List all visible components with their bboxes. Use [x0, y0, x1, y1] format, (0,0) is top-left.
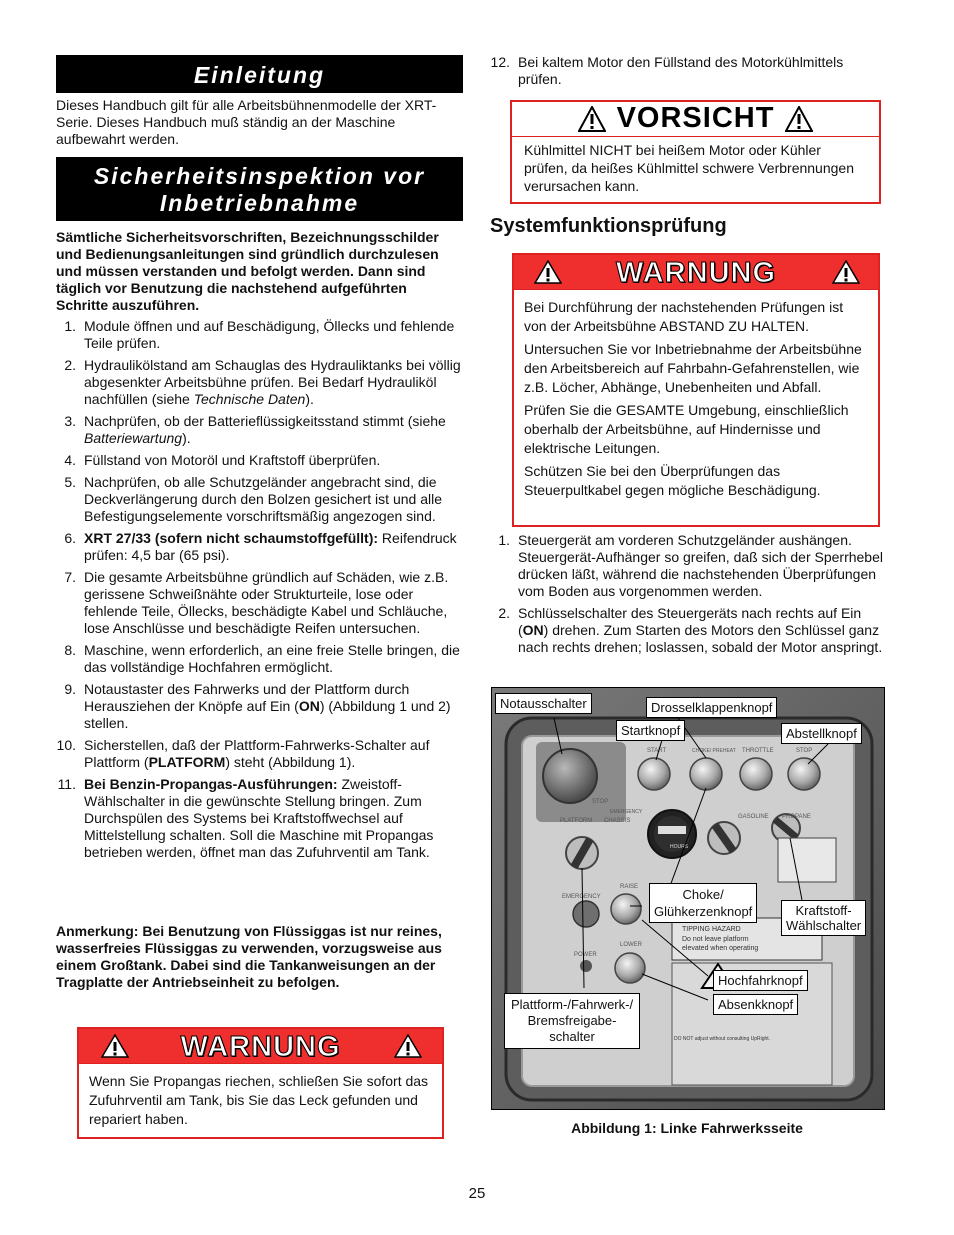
list-item: 3. Nachprüfen, ob der Batterieflüssigkeitsstand stimmt (siehe Batteriewartung).: [64, 413, 446, 446]
list-item: 8. Maschine, wenn erforderlich, an eine freie Stelle bringen, die das vollständige Hochfahren ermöglicht.: [64, 642, 460, 675]
lower-button[interactable]: [615, 953, 645, 983]
intro-paragraph: Dieses Handbuch gilt für alle Arbeitsbühnenmodelle der XRT-Serie. Dieses Handbuch muß ständig an der Maschine aufbewahrt werden.: [56, 97, 437, 147]
panel-text-lower: LOWER: [620, 942, 643, 948]
panel-text-choke: CHOKE/ PREHEAT: [692, 748, 736, 754]
label-notausschalter: Notausschalter: [495, 693, 592, 714]
label-plattform-fahrwerk-schalter: Plattform-/Fahrwerk-/ Bremsfreigabe- schalter: [504, 993, 640, 1049]
list-item: 12. Bei kaltem Motor den Füllstand des Motorkühlmittels prüfen.: [490, 54, 844, 87]
panel-text-donot: DO NOT adjust without consulting UpRight.: [674, 1036, 771, 1042]
figure-caption: Abbildung 1: Linke Fahrwerksseite: [571, 1120, 803, 1136]
list-item: 2. Schlüsselschalter des Steuergeräts nach rechts auf Ein (ON) drehen. Zum Starten des Motors den Schlüssel ganz nach rechts drehen; loslassen, sobald der Motor anspringt.: [498, 605, 883, 655]
warning-triangle-icon: [394, 1034, 422, 1058]
label-absenkknopf: Absenkknopf: [713, 994, 798, 1015]
list-item: 9. Notaustaster des Fahrwerks und der Plattform durch Herausziehen der Knöpfe auf Ein (ON) (Abbildung 1 und 2) stellen.: [64, 681, 451, 731]
raise-button[interactable]: [611, 894, 641, 924]
panel-text-tipping3: elevated when operating: [682, 945, 759, 952]
caution-text: Kühlmittel NICHT bei heißem Motor oder Kühler prüfen, da heißes Kühlmittel schwere Verbrennungen verursachen kann.: [524, 142, 854, 194]
panel-text-emergency2: EMERGENCY: [562, 894, 601, 900]
throttle-button[interactable]: [740, 758, 772, 790]
choke-button[interactable]: [690, 758, 722, 790]
page-number: 25: [468, 1185, 486, 1202]
list-item: 1. Steuergerät am vorderen Schutzgeländer aushängen. Steuergerät-Aufhänger so greifen, daß sich der Sperrhebel drücken läßt, während die nachstehenden Überprüfungen vom Boden aus vorgenommen werden.: [498, 532, 883, 599]
label-abstellknopf: Abstellknopf: [781, 723, 862, 744]
caution-box-coolant: [510, 100, 881, 204]
panel-text-throttle: THROTTLE: [742, 748, 774, 754]
section-heading-systemfunktionspruefung: Systemfunktionsprüfung: [490, 215, 727, 237]
panel-text-chassis: CHASSIS: [604, 818, 631, 824]
label-drosselklappenknopf: Drosselklappenknopf: [646, 697, 777, 718]
function-check-steps: [490, 532, 892, 661]
step-12-list: [490, 54, 890, 93]
panel-text-propane: PROPANE: [782, 814, 811, 820]
label-hochfahrknopf: Hochfahrknopf: [713, 970, 808, 991]
warning-triangle-icon: [832, 260, 860, 284]
warning-triangle-icon: [785, 106, 813, 132]
warning-box-system-check: [512, 253, 880, 527]
list-item: 4. Füllstand von Motoröl und Kraftstoff überprüfen.: [64, 452, 381, 468]
warning-title: WARNUNG: [615, 257, 777, 289]
panel-text-stop2: STOP: [796, 748, 813, 754]
warning-header: [514, 255, 878, 290]
figure-control-panel: [491, 687, 885, 1110]
list-item: 7. Die gesamte Arbeitsbühne gründlich auf Schäden, wie z.B. gerissene Schweißnähte oder Strukturteile, lose oder fehlende Teile, Öllecks, beschädigte Kabel und Schläuche, lose Anschlüsse und beschädigte Reifen untersuchen.: [64, 569, 449, 636]
panel-text-tipping: TIPPING HAZARD: [682, 926, 741, 933]
section-heading-sicherheitsinspektion: Sicherheitsinspektion vor Inbetriebnahme: [56, 157, 463, 221]
list-item: 5. Nachprüfen, ob alle Schutzgeländer angebracht sind, die Deckverlängerung durch den Bolzen gesichert ist und alle Befestigungselemente vorschriftsmäßig angezogen sind.: [64, 474, 442, 524]
warning-text: Wenn Sie Propangas riechen, schließen Sie sofort das Zufuhrventil am Tank, bis Sie das Leck gefunden und repariert haben.: [89, 1073, 429, 1127]
panel-text-gasoline: GASOLINE: [738, 814, 769, 820]
panel-text-raise: RAISE: [620, 884, 639, 890]
list-item: 2. Hydraulikölstand am Schauglas des Hydrauliktanks bei völlig abgesenkter Arbeitsbühne prüfen. Bei Bedarf Hydrauliköl nachfüllen (siehe Technische Daten).: [64, 357, 461, 407]
panel-text-start: START: [647, 748, 667, 754]
note-paragraph: Anmerkung: Bei Benutzung von Flüssiggas ist nur reines, wasserfreies Flüssiggas zu verwenden, vorzugsweise aus einem Großtank. Dabei sind die Tankanweisungen an der Tragplatte der Antriebseinheit zu befolgen.: [56, 923, 442, 990]
caution-header: [512, 102, 879, 137]
list-item: 10. Sicherstellen, daß der Plattform-Fahrwerks-Schalter auf Plattform (PLATFORM) steht (Abbildung 1).: [56, 737, 430, 770]
panel-text-platform: PLATFORM: [560, 818, 593, 824]
label-choke-gluehkerzenknopf: Choke/ Glühkerzenknopf: [649, 883, 757, 923]
list-item: 11. Bei Benzin-Propangas-Ausführungen: Zweistoff-Wählschalter in die gewünschte Stellung bringen. Zum Durchspülen des Systems bei Kraftstoffwechsel auf Mittelstellung schalten. Soll die Maschine mit Propangas betrieben werden, öffnet man das Zufuhrventil am Tank.: [57, 776, 434, 860]
section-heading-einleitung: Einleitung: [56, 55, 463, 93]
label-kraftstoff-waehlschalter: Kraftstoff- Wählschalter: [781, 900, 866, 936]
panel-text-tipping2: Do not leave platform: [682, 936, 749, 943]
list-item: 1. Module öffnen und auf Beschädigung, Öllecks und fehlende Teile prüfen.: [64, 318, 455, 351]
panel-text-emergency: EMERGENCY: [610, 809, 643, 815]
bold-intro-paragraph: Sämtliche Sicherheitsvorschriften, Bezeichnungsschilder und Bedienungsanleitungen sind gründlich durchzulesen und müssen verstanden und befolgt werden. Dann sind täglich vor Benutzung die nachstehend aufgeführten Schritte auszuführen.: [56, 229, 439, 313]
panel-text-hours: HOURS: [670, 844, 689, 850]
caution-title: VORSICHT: [616, 102, 775, 134]
inspection-steps-list: [56, 318, 462, 866]
list-item: 6. XRT 27/33 (sofern nicht schaumstoffgefüllt): Reifendruck prüfen: 4,5 bar (65 psi).: [64, 530, 457, 563]
warning-box-propane: [77, 1027, 444, 1139]
panel-text-stop: STOP: [592, 799, 609, 805]
warning-title: WARNUNG: [180, 1031, 341, 1063]
emergency-stop-button[interactable]: [543, 749, 597, 803]
panel-text-power: POWER: [574, 952, 597, 958]
warning-header: [79, 1029, 442, 1064]
warning-text: Bei Durchführung der nachstehenden Prüfungen ist von der Arbeitsbühne ABSTAND ZU HALTEN. Untersuchen Sie vor Inbetriebnahme der Arbeitsbühne den Arbeitsbereich auf Fahrbahn-Gefahrenstellen, wie z.B. Löcher, Abhänge, Unebenheiten und Abfall. Prüfen Sie die GESAMTE Umgebung, einschließlich oberhalb der Arbeitsbühne, auf Hindernisse und elektrische Leitungen. Schützen Sie bei den Überprüfungen das Steuerpultkabel gegen mögliche Beschädigung.: [524, 299, 862, 498]
stop-button[interactable]: [788, 758, 820, 790]
start-button[interactable]: [638, 758, 670, 790]
label-startknopf: Startknopf: [616, 720, 685, 741]
